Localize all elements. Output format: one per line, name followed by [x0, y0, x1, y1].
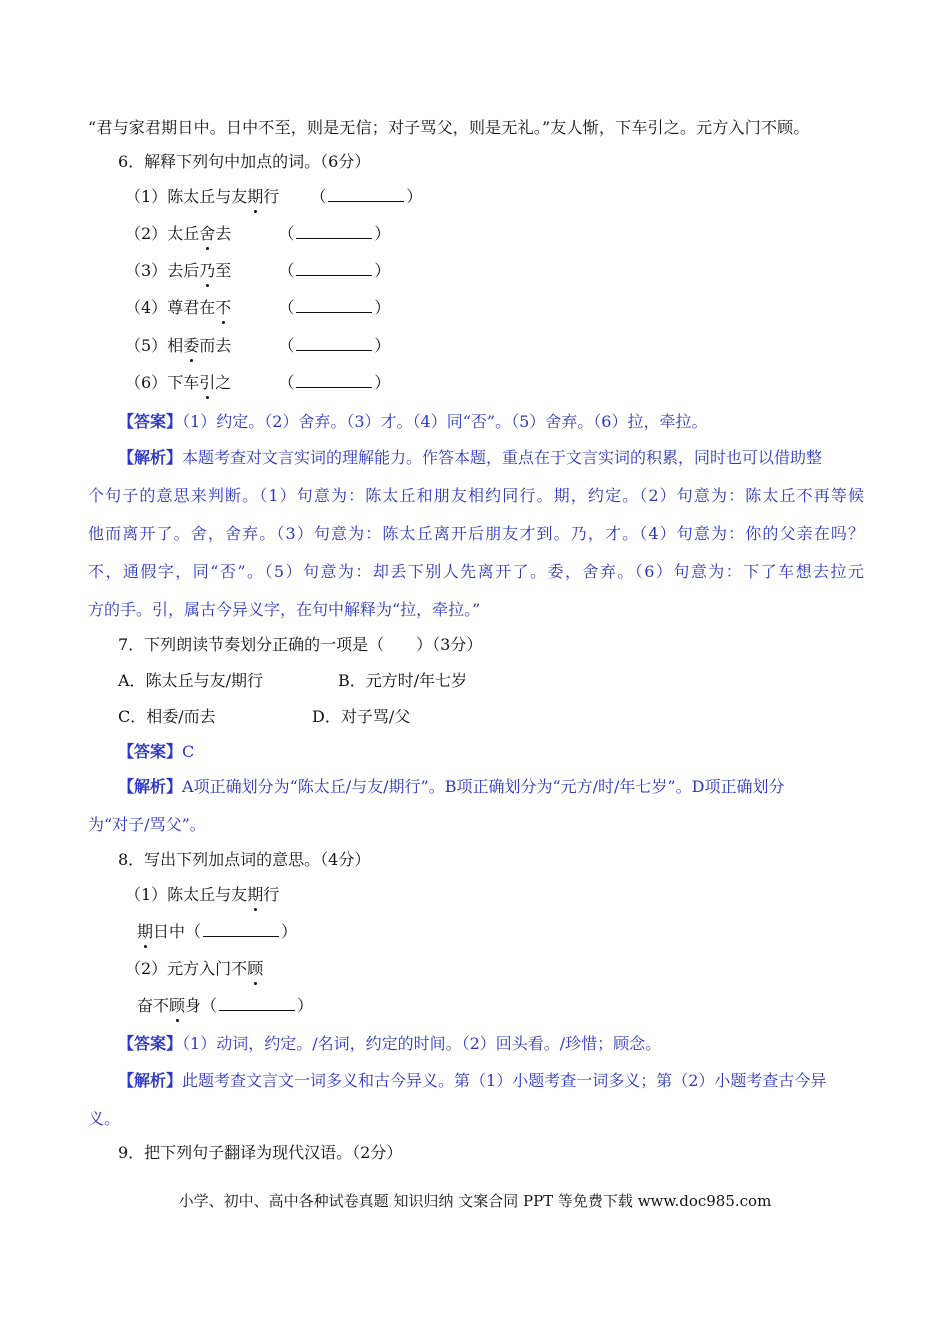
emphasis-dot-char: 引	[199, 373, 216, 392]
q6-analysis-line-4: 不，通假字，同“否”。（5）句意为：却丢下别人先离开了。委，舍弃。（6）句意为：下了车想去拉元	[88, 562, 864, 581]
q7-option-a[interactable]: A．陈太丘与友/期行	[118, 671, 263, 690]
q8-sub1-title: （1）陈太丘与友期行	[125, 885, 280, 904]
emphasis-dot-char: 舍	[199, 224, 216, 243]
answer-blank[interactable]	[296, 298, 372, 313]
emphasis-dot-char: 期	[137, 922, 154, 941]
analysis-tag: 【解析】	[118, 448, 183, 467]
q6-analysis-line-2: 个句子的意思来判断。（1）句意为：陈太丘和朋友相约同行。期，约定。（2）句意为：陈太丘不再等候	[88, 486, 864, 505]
q6-analysis-line-1: 【解析】本题考查对文言实词的理解能力。作答本题，重点在于文言实词的积累，同时也可以借助整	[118, 448, 823, 467]
q6-analysis-line-5: 方的手。引，属古今异义字，在句中解释为“拉，牵拉。”	[88, 600, 481, 619]
q6-item-3: （3）去后乃至 （ ）	[125, 261, 391, 280]
q7-answer: 【答案】C	[118, 742, 195, 761]
answer-tag: 【答案】	[118, 742, 183, 761]
q6-stem: 6．解释下列句中加点的词。（6分）	[118, 152, 371, 171]
emphasis-dot-char: 顾	[169, 996, 186, 1015]
analysis-tag: 【解析】	[118, 777, 183, 796]
q8-analysis-line-1: 【解析】此题考查文言文一词多义和古今异义。第（1）小题考查一词多义；第（2）小题考查古今异	[118, 1071, 827, 1090]
q8-sub1-item: 期日中（ ）	[137, 922, 298, 941]
answer-tag: 【答案】	[118, 412, 183, 431]
emphasis-dot-char: 顾	[247, 959, 264, 978]
q6-item-4: （4）尊君在不 （ ）	[125, 298, 391, 317]
q8-answer: 【答案】（1）动词，约定。/名词，约定的时间。（2）回头看。/珍惜；顾念。	[118, 1034, 662, 1053]
q8-stem: 8．写出下列加点词的意思。（4分）	[118, 850, 371, 869]
emphasis-dot-char: 不	[215, 298, 232, 317]
answer-blank[interactable]	[203, 922, 279, 937]
answer-tag: 【答案】	[118, 1034, 183, 1053]
q8-analysis-line-2: 义。	[88, 1109, 121, 1128]
answer-blank[interactable]	[328, 187, 404, 202]
answer-blank[interactable]	[296, 373, 372, 388]
q7-option-d[interactable]: D．对子骂/父	[312, 707, 411, 726]
answer-blank[interactable]	[219, 996, 295, 1011]
q6-item-6: （6）下车引之 （ ）	[125, 373, 391, 392]
q6-answer: 【答案】（1）约定。（2）舍弃。（3）才。（4）同“否”。（5）舍弃。（6）拉，牵拉。	[118, 412, 708, 431]
emphasis-dot-char: 期	[247, 885, 264, 904]
q7-option-c[interactable]: C．相委/而去	[118, 707, 216, 726]
answer-blank[interactable]	[296, 261, 372, 276]
q7-analysis-line-2: 为“对子/骂父”。	[88, 815, 206, 834]
q7-stem: 7．下列朗读节奏划分正确的一项是（ ）（3分）	[118, 635, 483, 654]
answer-blank[interactable]	[296, 224, 372, 239]
passage-last-line: “君与家君期日中。日中不至，则是无信；对子骂父，则是无礼。”友人惭，下车引之。元方入门不顾。	[88, 118, 810, 137]
q6-item-1: （1）陈太丘与友期行 （ ）	[125, 187, 423, 206]
q6-analysis-line-3: 他而离开了。舍，舍弃。（3）句意为：陈太丘离开后朋友才到。乃，才。（4）句意为：你的父亲在吗？	[88, 524, 864, 543]
q6-item-2: （2）太丘舍去 （ ）	[125, 224, 391, 243]
q8-sub2-item: 奋不顾身（ ）	[137, 996, 314, 1015]
emphasis-dot-char: 乃	[199, 261, 216, 280]
q7-option-b[interactable]: B．元方时/年七岁	[338, 671, 468, 690]
page-footer: 小学、初中、高中各种试卷真题 知识归纳 文案合同 PPT 等免费下载 www.doc985.com	[178, 1192, 772, 1210]
q6-item-5: （5）相委而去 （ ）	[125, 336, 391, 355]
q7-analysis-line-1: 【解析】A项正确划分为“陈太丘/与友/期行”。B项正确划分为“元方/时/年七岁”。D项正确划分	[118, 777, 785, 796]
emphasis-dot-char: 期	[247, 187, 264, 206]
q9-stem: 9．把下列句子翻译为现代汉语。（2分）	[118, 1143, 403, 1162]
q8-sub2-title: （2）元方入门不顾	[125, 959, 264, 978]
answer-blank[interactable]	[296, 336, 372, 351]
analysis-tag: 【解析】	[118, 1071, 183, 1090]
emphasis-dot-char: 委	[183, 336, 200, 355]
